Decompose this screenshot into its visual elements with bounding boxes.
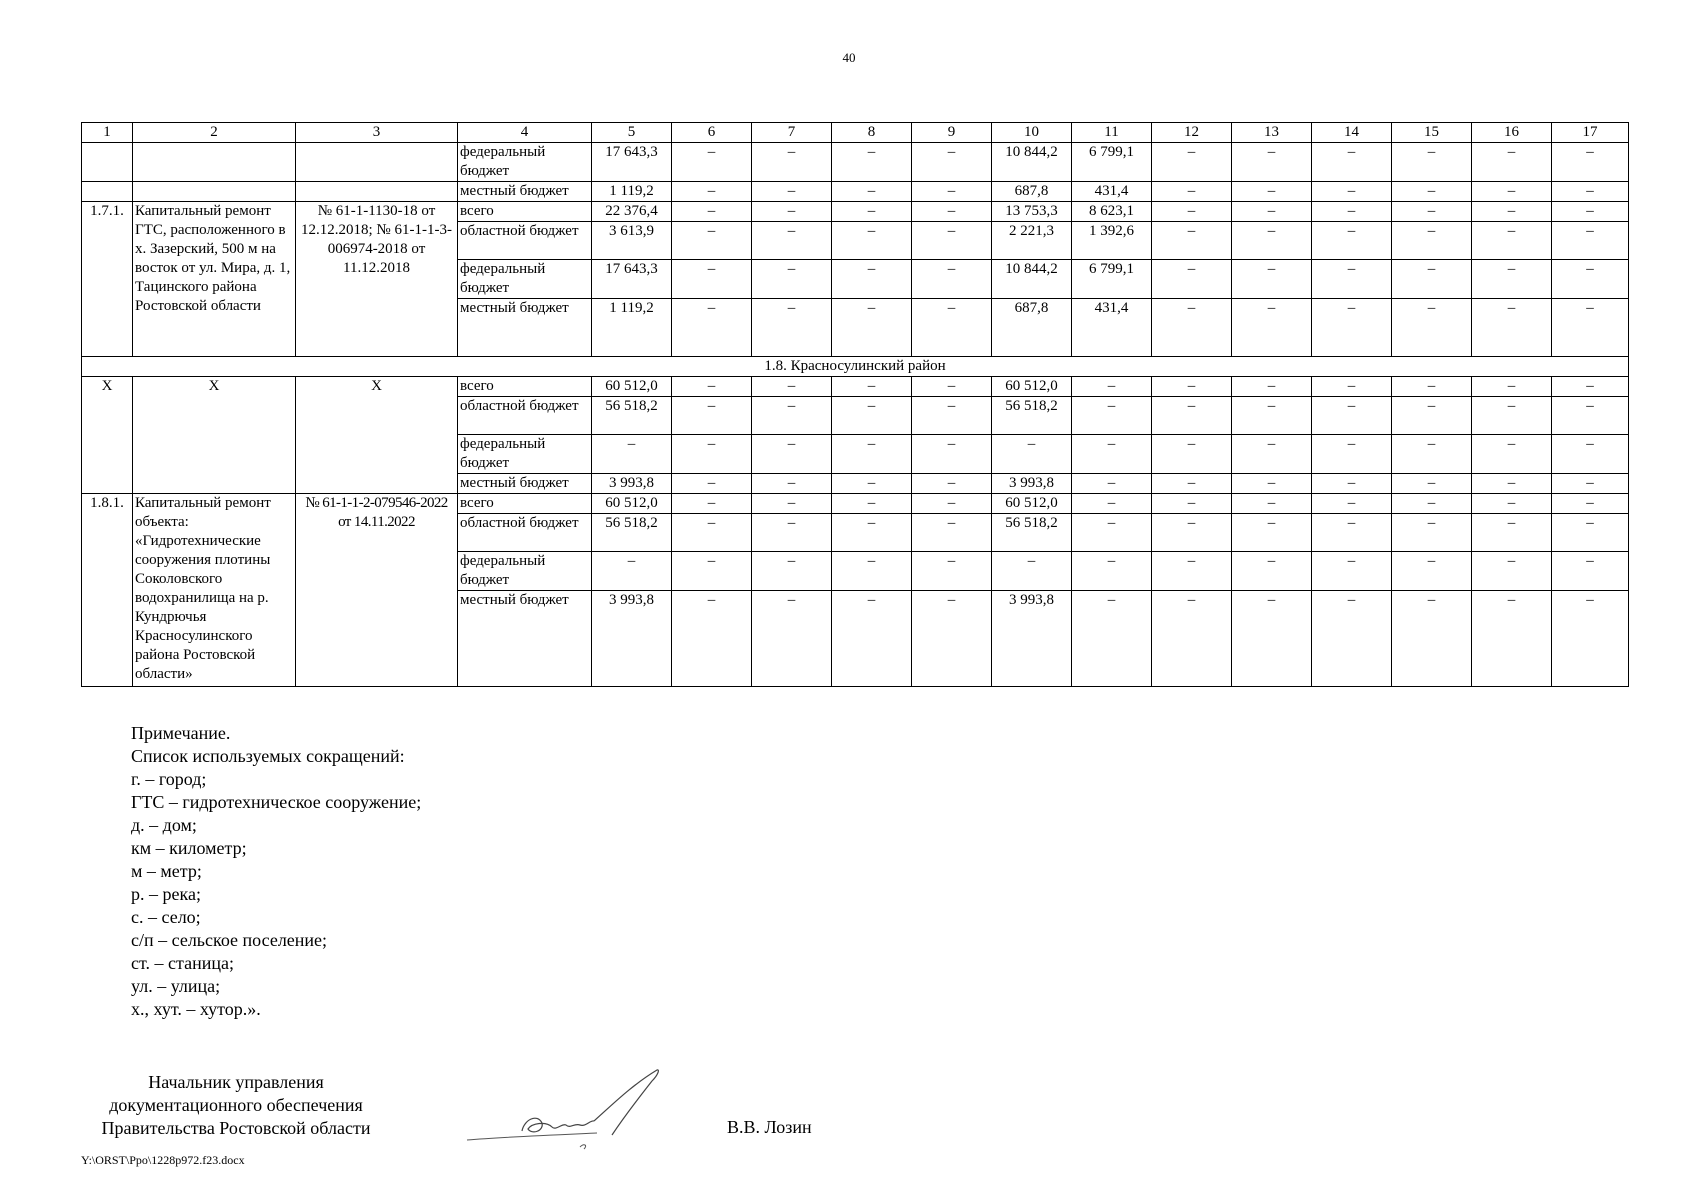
page-number: 40 (842, 50, 856, 65)
file-path: Y:\ORST\Ppo\1228p972.f23.docx (81, 1153, 245, 1167)
funding-source: местный бюджет (458, 182, 592, 202)
column-header-16: 16 (1472, 123, 1552, 143)
column-header-15: 15 (1392, 123, 1472, 143)
note-line: ст. – станица; (131, 953, 234, 973)
table-row: местный бюджет 1 119,2 – – – – 687,8 431,4 – – – – – – (82, 299, 1629, 357)
column-header-8: 8 (832, 123, 912, 143)
placeholder-x: Х (133, 377, 296, 494)
note-line: р. – река; (131, 884, 201, 904)
table-row: местный бюджет 3 993,8 – – – – 3 993,8 – – – – – – – (82, 591, 1629, 687)
funding-source: местный бюджет (458, 474, 592, 494)
note-line: с. – село; (131, 907, 201, 927)
table-row: 1.8.1. Капитальный ремонт объекта: «Гидротехнические сооружения плотины Соколовского водохранилища на р. Кундрючья Красносулинского района Ростовской области» № 61-1-1-2-079546-2022 от 14.11.2022 всего 60 512,0 – – – – 60 512,0 – – – – – – – (82, 494, 1629, 514)
table-row: местный бюджет 1 119,2 – – – – 687,8 431,4 – – – – – – (82, 182, 1629, 202)
funding-source: всего (458, 494, 592, 514)
note-line: м – метр; (131, 861, 202, 881)
placeholder-x: Х (296, 377, 458, 494)
funding-source: федеральный бюджет (458, 143, 592, 182)
document-numbers: № 61-1-1130-18 от 12.12.2018; № 61-1-1-3-006974-2018 от 11.12.2018 (296, 202, 458, 357)
note-line: х., хут. – хутор.». (131, 999, 261, 1019)
funding-source: федеральный бюджет (458, 435, 592, 474)
object-name: Капитальный ремонт объекта: «Гидротехнические сооружения плотины Соколовского водохранилища на р. Кундрючья Красносулинского района Ростовской области» (133, 494, 296, 687)
table-row: федеральный бюджет – – – – – – – – – – – – – (82, 435, 1629, 474)
column-header-17: 17 (1552, 123, 1629, 143)
note-line: г. – город; (131, 769, 207, 789)
column-header-13: 13 (1232, 123, 1312, 143)
note-line: ГТС – гидротехническое сооружение; (131, 792, 422, 812)
note-line: с/п – сельское поселение; (131, 930, 328, 950)
column-header-3: 3 (296, 123, 458, 143)
column-header-7: 7 (752, 123, 832, 143)
column-header-12: 12 (1152, 123, 1232, 143)
placeholder-x: Х (82, 377, 133, 494)
funding-source: местный бюджет (458, 299, 592, 357)
funding-source: всего (458, 202, 592, 222)
column-header-10: 10 (992, 123, 1072, 143)
budget-table (81, 122, 1629, 687)
column-header-4: 4 (458, 123, 592, 143)
table-row: 1.7.1. Капитальный ремонт ГТС, расположенного в х. Зазерский, 500 м на восток от ул. Мира, д. 1, Тацинского района Ростовской области № 61-1-1130-18 от 12.12.2018; № 61-1-1-3-006974-2018 от 11.12.2018 всего 22 376,4 – – – – 13 753,3 8 623,1 – – – – – – (82, 202, 1629, 222)
column-header-6: 6 (672, 123, 752, 143)
value-col5: 17 643,3 (592, 143, 672, 182)
object-name: Капитальный ремонт ГТС, расположенного в х. Зазерский, 500 м на восток от ул. Мира, д. 1, Тацинского района Ростовской области (133, 202, 296, 357)
table-row: федеральный бюджет 17 643,3 – – – – 10 844,2 6 799,1 – – – – – – (82, 260, 1629, 299)
funding-source: областной бюджет (458, 514, 592, 552)
table-row: областной бюджет 3 613,9 – – – – 2 221,3 1 392,6 – – – – – – (82, 222, 1629, 260)
column-header-2: 2 (133, 123, 296, 143)
note-line: км – километр; (131, 838, 247, 858)
handwritten-signature (462, 1065, 672, 1160)
note-heading: Примечание. (131, 723, 231, 743)
funding-source: федеральный бюджет (458, 552, 592, 591)
table-row: федеральный бюджет 17 643,3 – – – – 10 844,2 6 799,1 – – – – – – (82, 143, 1629, 182)
column-header-11: 11 (1072, 123, 1152, 143)
item-number: 1.7.1. (82, 202, 133, 357)
funding-source: областной бюджет (458, 222, 592, 260)
column-header-5: 5 (592, 123, 672, 143)
table-row: Х Х Х всего 60 512,0 – – – – 60 512,0 – – – – – – – (82, 377, 1629, 397)
value-col11: 6 799,1 (1072, 143, 1152, 182)
item-number: 1.8.1. (82, 494, 133, 687)
column-header-1: 1 (82, 123, 133, 143)
funding-source: местный бюджет (458, 591, 592, 687)
table-row: местный бюджет 3 993,8 – – – – 3 993,8 – – – – – – – (82, 474, 1629, 494)
signatory-name: В.В. Лозин (727, 1117, 812, 1137)
note-line: ул. – улица; (131, 976, 221, 996)
table-row: федеральный бюджет – – – – – – – – – – – – – (82, 552, 1629, 591)
column-header-14: 14 (1312, 123, 1392, 143)
funding-source: федеральный бюджет (458, 260, 592, 299)
funding-source: всего (458, 377, 592, 397)
note-line: Список используемых сокращений: (131, 746, 405, 766)
abbreviations-note (131, 722, 421, 1021)
funding-source: областной бюджет (458, 397, 592, 435)
column-header-9: 9 (912, 123, 992, 143)
signatory-title: Начальник управления документационного обеспечения Правительства Ростовской области (101, 1072, 371, 1138)
document-numbers: № 61-1-1-2-079546-2022 от 14.11.2022 (296, 494, 458, 687)
section-row (82, 357, 1629, 377)
table-row: областной бюджет 56 518,2 – – – – 56 518,2 – – – – – – – (82, 397, 1629, 435)
table-row: областной бюджет 56 518,2 – – – – 56 518,2 – – – – – – – (82, 514, 1629, 552)
value-col10: 10 844,2 (992, 143, 1072, 182)
section-heading: 1.8. Красносулинский район (82, 357, 1629, 377)
table-header-row (82, 123, 1629, 143)
note-line: д. – дом; (131, 815, 197, 835)
